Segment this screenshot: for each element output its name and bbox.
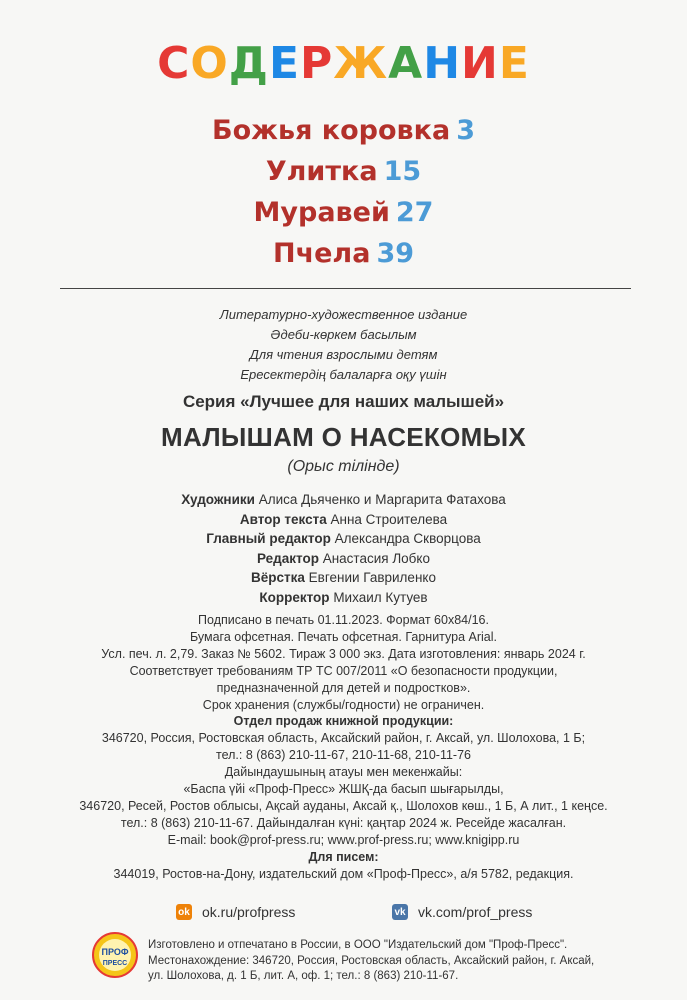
title-letter: И bbox=[461, 38, 499, 89]
title-letter: Ж bbox=[333, 38, 389, 89]
edition-type-line: Әдеби-көркем басылым bbox=[270, 327, 417, 342]
toc-entry-title: Пчела bbox=[272, 238, 371, 269]
social-links bbox=[0, 904, 687, 926]
credit-person: Александра Скворцова bbox=[334, 531, 481, 546]
credit-line bbox=[0, 510, 687, 530]
toc-entry-title: Божья коровка bbox=[212, 115, 451, 146]
imprint-line: Бумага офсетная. Печать офсетная. Гарнитура Arial. bbox=[189, 629, 498, 644]
toc-entry-page: 27 bbox=[395, 197, 434, 228]
title-letter: А bbox=[388, 38, 424, 89]
credit-person: Евгении Гавриленко bbox=[308, 570, 436, 585]
imprint-block bbox=[0, 612, 687, 883]
toc-entry-title: Улитка bbox=[265, 156, 378, 187]
imprint-line: тел.: 8 (863) 210-11-67, 210-11-68, 210-11-76 bbox=[216, 748, 471, 763]
printer-info-line: ул. Шолохова, д. 1 Б, лит. А, оф. 1; тел.: 8 (863) 210-11-67. bbox=[148, 970, 459, 982]
imprint-line: предназначенной для детей и подростков». bbox=[216, 680, 471, 695]
imprint-line: Усл. печ. л. 2,79. Заказ № 5602. Тираж 3 000 экз. Дата изготовления: январь 2024 г. bbox=[101, 646, 586, 661]
imprint-heading: Отдел продаж книжной продукции: bbox=[233, 714, 454, 729]
printer-info-line: Изготовлено и отпечатано в России, в ООО "Издательский дом "Проф-Пресс". bbox=[148, 939, 568, 951]
credit-line bbox=[0, 490, 687, 510]
credit-line bbox=[0, 588, 687, 608]
credit-person: Алиса Дьяченко и Маргарита Фатахова bbox=[258, 492, 506, 507]
imprint-line: 346720, Ресей, Ростов облысы, Ақсай ауданы, Аксай қ., Шолохов көш., 1 Б, А лит., 1 кеңсе. bbox=[79, 798, 608, 813]
imprint-heading: Для писем: bbox=[308, 849, 379, 864]
credit-role: Художники bbox=[181, 492, 255, 507]
edition-type bbox=[0, 305, 687, 385]
divider bbox=[60, 288, 631, 289]
toc-entry[interactable] bbox=[0, 151, 687, 192]
toc-entry-page: 39 bbox=[376, 238, 415, 269]
credits bbox=[0, 490, 687, 607]
credit-role: Главный редактор bbox=[206, 531, 331, 546]
prof-press-logo bbox=[92, 932, 138, 978]
imprint-line: Дайындаушының атауы мен мекенжайы: bbox=[224, 765, 463, 780]
credit-line bbox=[0, 549, 687, 569]
vk-link-label[interactable]: vk.com/prof_press bbox=[418, 904, 533, 920]
edition-type-line: Литературно-художественное издание bbox=[219, 307, 468, 322]
ok-link-label[interactable]: ok.ru/profpress bbox=[202, 904, 296, 920]
table-of-contents bbox=[0, 110, 687, 274]
credit-line bbox=[0, 529, 687, 549]
edition-type-line: Ересектердің балаларға оқу үшін bbox=[240, 367, 447, 382]
toc-entry[interactable] bbox=[0, 192, 687, 233]
edition-type-line: Для чтения взрослыми детям bbox=[249, 347, 438, 362]
toc-entry-title: Муравей bbox=[253, 197, 390, 228]
imprint-line: 344019, Ростов-на-Дону, издательский дом «Проф-Пресс», а/я 5782, редакция. bbox=[113, 866, 574, 881]
imprint-line: Соответствует требованиям ТР ТС 007/2011 «О безопасности продукции, bbox=[129, 663, 558, 678]
series-name: Серия «Лучшее для наших малышей» bbox=[182, 392, 505, 411]
logo-text-top: ПРОФ bbox=[101, 947, 129, 957]
imprint-line: Срок хранения (службы/годности) не ограничен. bbox=[202, 697, 485, 712]
credit-person: Михаил Кутуев bbox=[333, 589, 428, 605]
imprint-line: «Баспа үйі «Проф-Пресс» ЖШҚ-да басып шығарылды, bbox=[183, 782, 504, 797]
credit-role: Корректор bbox=[259, 589, 330, 605]
title-letter: Е bbox=[498, 38, 530, 89]
credit-role: Редактор bbox=[257, 550, 319, 566]
odnoklassniki-icon: ok bbox=[176, 904, 192, 920]
title-letter: С bbox=[157, 38, 191, 89]
printer-info bbox=[148, 938, 668, 985]
title-letter: Е bbox=[268, 38, 301, 89]
credit-role: Вёрстка bbox=[251, 570, 305, 585]
vk-icon: vk bbox=[392, 904, 408, 920]
title-letter: Д bbox=[228, 38, 269, 89]
logo-text-bottom: ПРЕСС bbox=[102, 960, 128, 967]
language-note: (Орыс тілінде) bbox=[287, 458, 400, 475]
book-title: МАЛЫШАМ О НАСЕКОМЫХ bbox=[161, 422, 526, 452]
printer-info-line: Местонахождение: 346720, Россия, Ростовская область, Аксайский район, г. Аксай, bbox=[148, 954, 595, 967]
toc-entry-page: 3 bbox=[456, 115, 475, 146]
title-letter: О bbox=[190, 38, 229, 89]
contents-title bbox=[0, 38, 687, 90]
title-letter: Н bbox=[423, 38, 462, 89]
imprint-line: Подписано в печать 01.11.2023. Формат 60x84/16. bbox=[198, 613, 489, 627]
title-letter: Р bbox=[300, 38, 334, 89]
imprint-line: тел.: 8 (863) 210-11-67. Дайындалған күні: қаңтар 2024 ж. Ресейде жасалған. bbox=[120, 815, 567, 830]
toc-entry-page: 15 bbox=[383, 156, 422, 187]
toc-entry[interactable] bbox=[0, 233, 687, 274]
credit-role: Автор текста bbox=[239, 511, 327, 527]
credit-person: Анна Строителева bbox=[330, 511, 448, 527]
credit-line bbox=[0, 568, 687, 588]
ok-link[interactable] bbox=[176, 904, 295, 920]
imprint-line: 346720, Россия, Ростовская область, Аксайский район, г. Аксай, ул. Шолохова, 1 Б; bbox=[101, 731, 586, 746]
imprint-line[interactable]: E-mail: book@prof-press.ru; www.prof-press.ru; www.knigipp.ru bbox=[167, 832, 520, 847]
toc-entry[interactable] bbox=[0, 110, 687, 151]
credit-person: Анастасия Лобко bbox=[322, 550, 430, 566]
vk-link[interactable] bbox=[392, 904, 532, 920]
